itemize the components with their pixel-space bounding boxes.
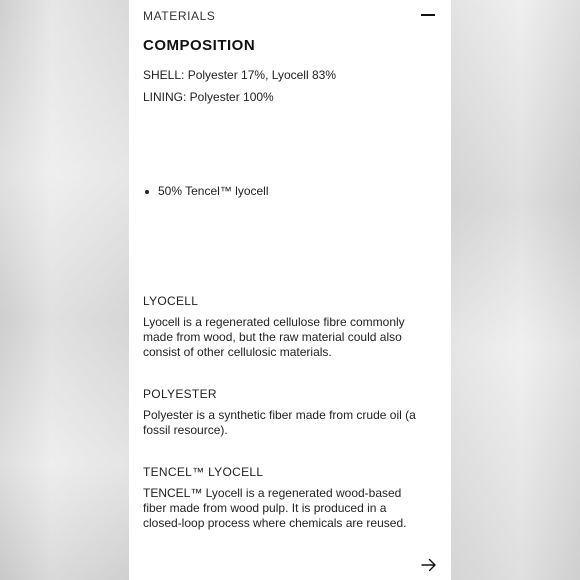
definition-line: fiber made from wood pulp. It is produced in a: [143, 501, 387, 515]
definition-line: Lyocell is a regenerated cellulose fibre commonly: [143, 315, 405, 329]
background-left: [0, 0, 129, 580]
definition-line: consist of other cellulosic materials.: [143, 345, 332, 359]
materials-panel: [129, 0, 451, 580]
accordion-title: MATERIALS: [143, 9, 216, 23]
definition-body-lyocell: [143, 315, 439, 360]
background-right: [451, 0, 580, 580]
definition-line: fossil resource).: [143, 423, 228, 437]
accordion-header[interactable]: [143, 9, 437, 23]
definition-line: Polyester is a synthetic fiber made from crude oil (a: [143, 408, 416, 422]
lining-composition: LINING: Polyester 100%: [143, 90, 274, 104]
shell-composition: SHELL: Polyester 17%, Lyocell 83%: [143, 68, 336, 82]
definition-line: made from wood, but the raw material could also: [143, 330, 402, 344]
bullet-text: 50% Tencel™ lyocell: [158, 184, 269, 198]
definition-line: closed-loop process where chemicals are reused.: [143, 516, 407, 530]
definition-title-polyester: POLYESTER: [143, 387, 217, 401]
bullet-icon: [145, 190, 149, 194]
composition-bullets: [143, 184, 269, 198]
arrow-right-icon[interactable]: [420, 556, 438, 574]
definition-line: TENCEL™ Lyocell is a regenerated wood-based: [143, 486, 402, 500]
composition-title: COMPOSITION: [143, 37, 256, 54]
definition-body-tencel: [143, 486, 439, 531]
list-item: [143, 184, 269, 198]
minus-icon[interactable]: [419, 7, 437, 25]
definition-title-tencel: TENCEL™ LYOCELL: [143, 465, 264, 479]
definition-body-polyester: [143, 408, 439, 438]
definition-title-lyocell: LYOCELL: [143, 294, 199, 308]
